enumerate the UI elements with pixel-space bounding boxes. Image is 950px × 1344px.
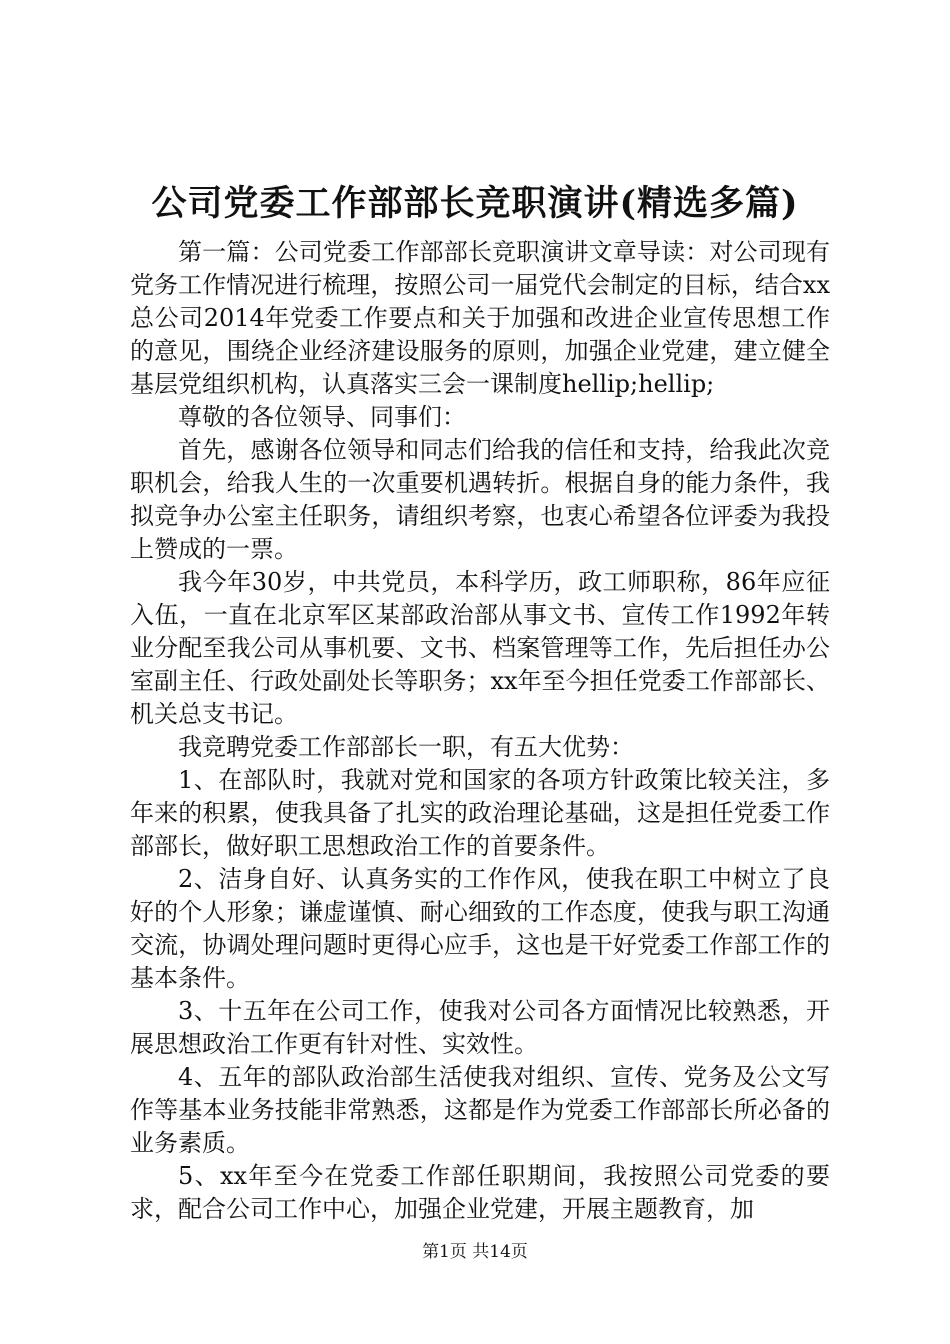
paragraph-advantage-3: 3、十五年在公司工作，使我对公司各方面情况比较熟悉，开展思想政治工作更有针对性、实效性。: [130, 997, 830, 1058]
document-body: [130, 236, 830, 1226]
paragraph-advantage-1: 1、在部队时，我就对党和国家的各项方针政策比较关注，多年来的积累，使我具备了扎实的政治理论基础，这是担任党委工作部部长，做好职工思想政治工作的首要条件。: [130, 766, 830, 860]
paragraph-intro: 第一篇：公司党委工作部部长竞职演讲文章导读：对公司现有党务工作情况进行梳理，按照公司一届党代会制定的目标，结合xx总公司2014年党委工作要点和关于加强和改进企业宣传思想工作的意见，围绕企业经济建设服务的原则，加强企业党建，建立健全基层党组织机构，认真落实三会一课制度hellip;hellip;: [130, 238, 830, 398]
paragraph-advantage-5: 5、xx年至今在党委工作部任职期间，我按照公司党委的要求，配合公司工作中心，加强企业党建，开展主题教育，加: [130, 1162, 830, 1223]
page-number: 第1页 共14页: [422, 1242, 528, 1262]
paragraph-salutation: 尊敬的各位领导、同事们：: [178, 403, 466, 431]
paragraph-advantage-2: 2、洁身自好、认真务实的工作作风，使我在职工中树立了良好的个人形象；谦虚谨慎、耐心细致的工作态度，使我与职工沟通交流，协调处理问题时更得心应手，这也是干好党委工作部工作的基本条件。: [130, 865, 830, 992]
paragraph-background: 我今年30岁，中共党员，本科学历，政工师职称，86年应征入伍，一直在北京军区某部政治部从事文书、宣传工作1992年转业分配至我公司从事机要、文书、档案管理等工作，先后担任办公室副主任、行政处副处长等职务；xx年至今担任党委工作部部长、机关总支书记。: [130, 568, 830, 728]
paragraph-advantage-4: 4、五年的部队政治部生活使我对组织、宣传、党务及公文写作等基本业务技能非常熟悉，这都是作为党委工作部部长所必备的业务素质。: [130, 1063, 830, 1157]
paragraph-thanks: 首先，感谢各位领导和同志们给我的信任和支持，给我此次竞职机会，给我人生的一次重要机遇转折。根据自身的能力条件，我拟竞争办公室主任职务，请组织考察，也衷心希望各位评委为我投上赞成的一票。: [130, 436, 830, 563]
document-title: 公司党委工作部部长竞职演讲(精选多篇): [151, 183, 799, 224]
paragraph-advantages-intro: 我竞聘党委工作部部长一职，有五大优势：: [178, 733, 634, 761]
